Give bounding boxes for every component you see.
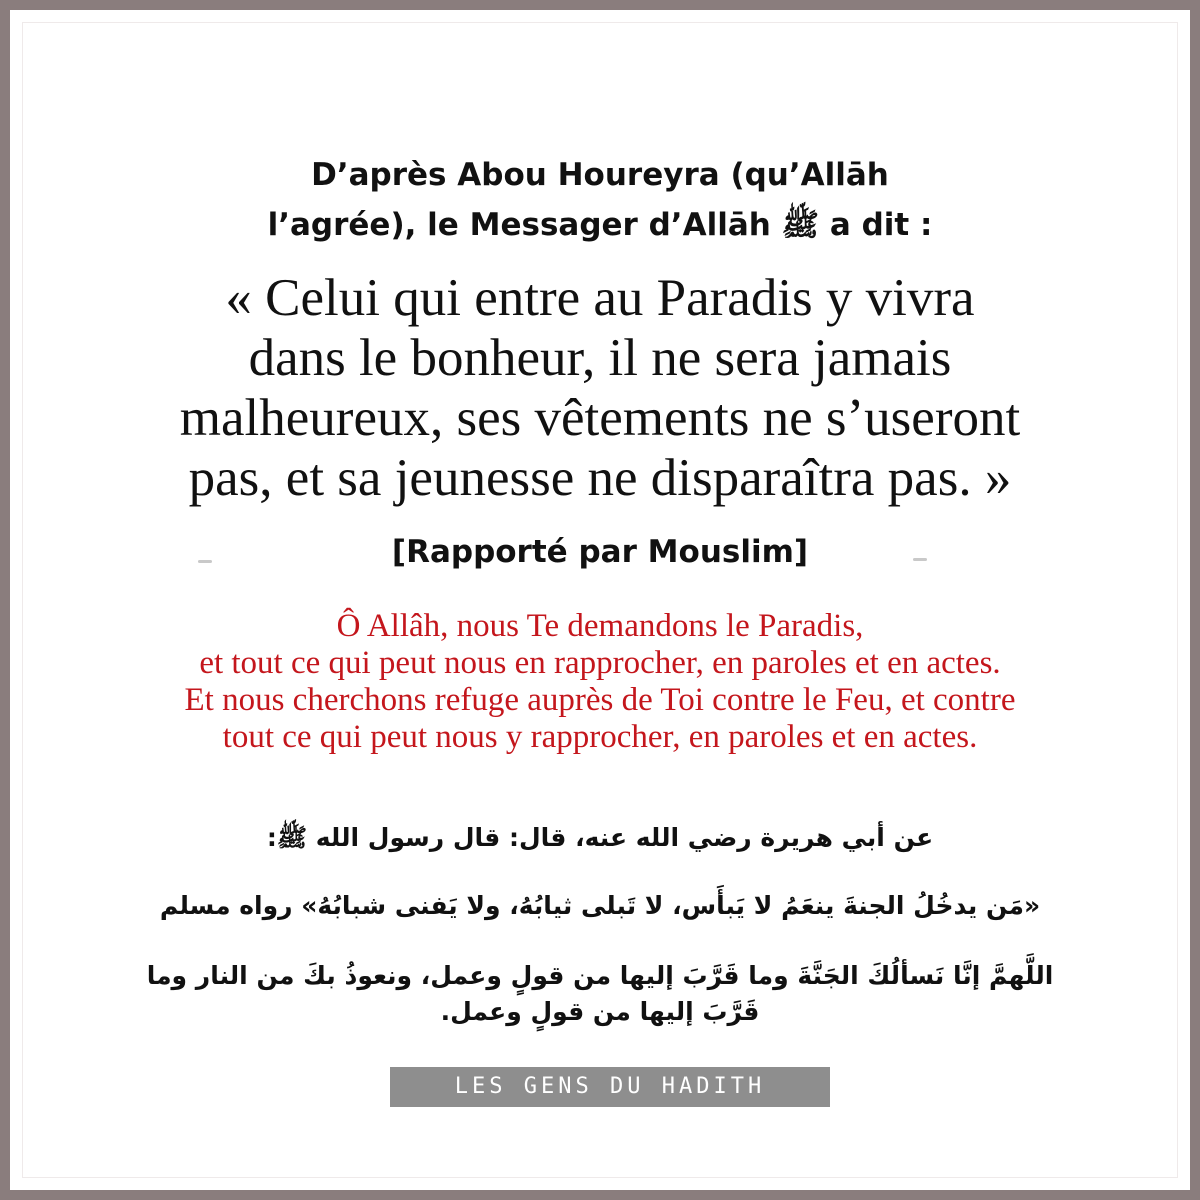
arabic-dua xyxy=(50,958,1150,1030)
arabic-narration: عن أبي هريرة رضي الله عنه، قال: قال رسول الله ﷺ: xyxy=(266,823,934,852)
intro-line-2-a: l’agrée), le Messager d’Allāh xyxy=(267,207,782,243)
dua-line-1: Ô Allâh, nous Te demandons le Paradis, xyxy=(336,608,864,644)
brand-label: LES GENS DU HADITH xyxy=(390,1067,830,1107)
quote-line-2: dans le bonheur, il ne sera jamais xyxy=(248,329,952,387)
dua-line-3: Et nous cherchons refuge auprès de Toi contre le Feu, et contre xyxy=(184,682,1016,718)
dua-line-4: tout ce qui peut nous y rapprocher, en paroles et en actes. xyxy=(222,719,978,755)
intro-line-2 xyxy=(10,200,1190,250)
quote-line-3: malheureux, ses vêtements ne s’useront xyxy=(179,389,1021,447)
dua-fr xyxy=(10,608,1190,756)
salawat-glyph: ﷺ xyxy=(781,207,820,243)
dua-line-2: et tout ce qui peut nous en rapprocher, en paroles et en actes. xyxy=(199,645,1001,681)
hadith-quote-fr xyxy=(10,268,1190,508)
arabic-dua-line-2: قَرَّبَ إليها من قولٍ وعمل. xyxy=(440,997,760,1026)
source-reference: [Rapporté par Mouslim] xyxy=(391,534,809,570)
intro-line-1: D’après Abou Houreyra (qu’Allāh xyxy=(311,157,889,193)
arabic-dua-line-1: اللَّهمَّ إنَّا نَسألُكَ الجَنَّةَ وما قَرَّبَ إليها من قولٍ وعمل، ونعوذُ بكَ من النار وما xyxy=(146,961,1054,990)
intro-line-2-b: a dit : xyxy=(819,207,933,243)
intro-heading xyxy=(10,150,1190,250)
arabic-hadith: «مَن يدخُلُ الجنةَ ينعَمُ لا يَبأَس، لا تَبلى ثيابُهُ، ولا يَفنى شبابُهُ» رواه مسلم xyxy=(159,891,1041,920)
quote-line-1: « Celui qui entre au Paradis y vivra xyxy=(225,269,975,327)
quote-line-4: pas, et sa jeunesse ne disparaîtra pas. » xyxy=(188,449,1012,507)
